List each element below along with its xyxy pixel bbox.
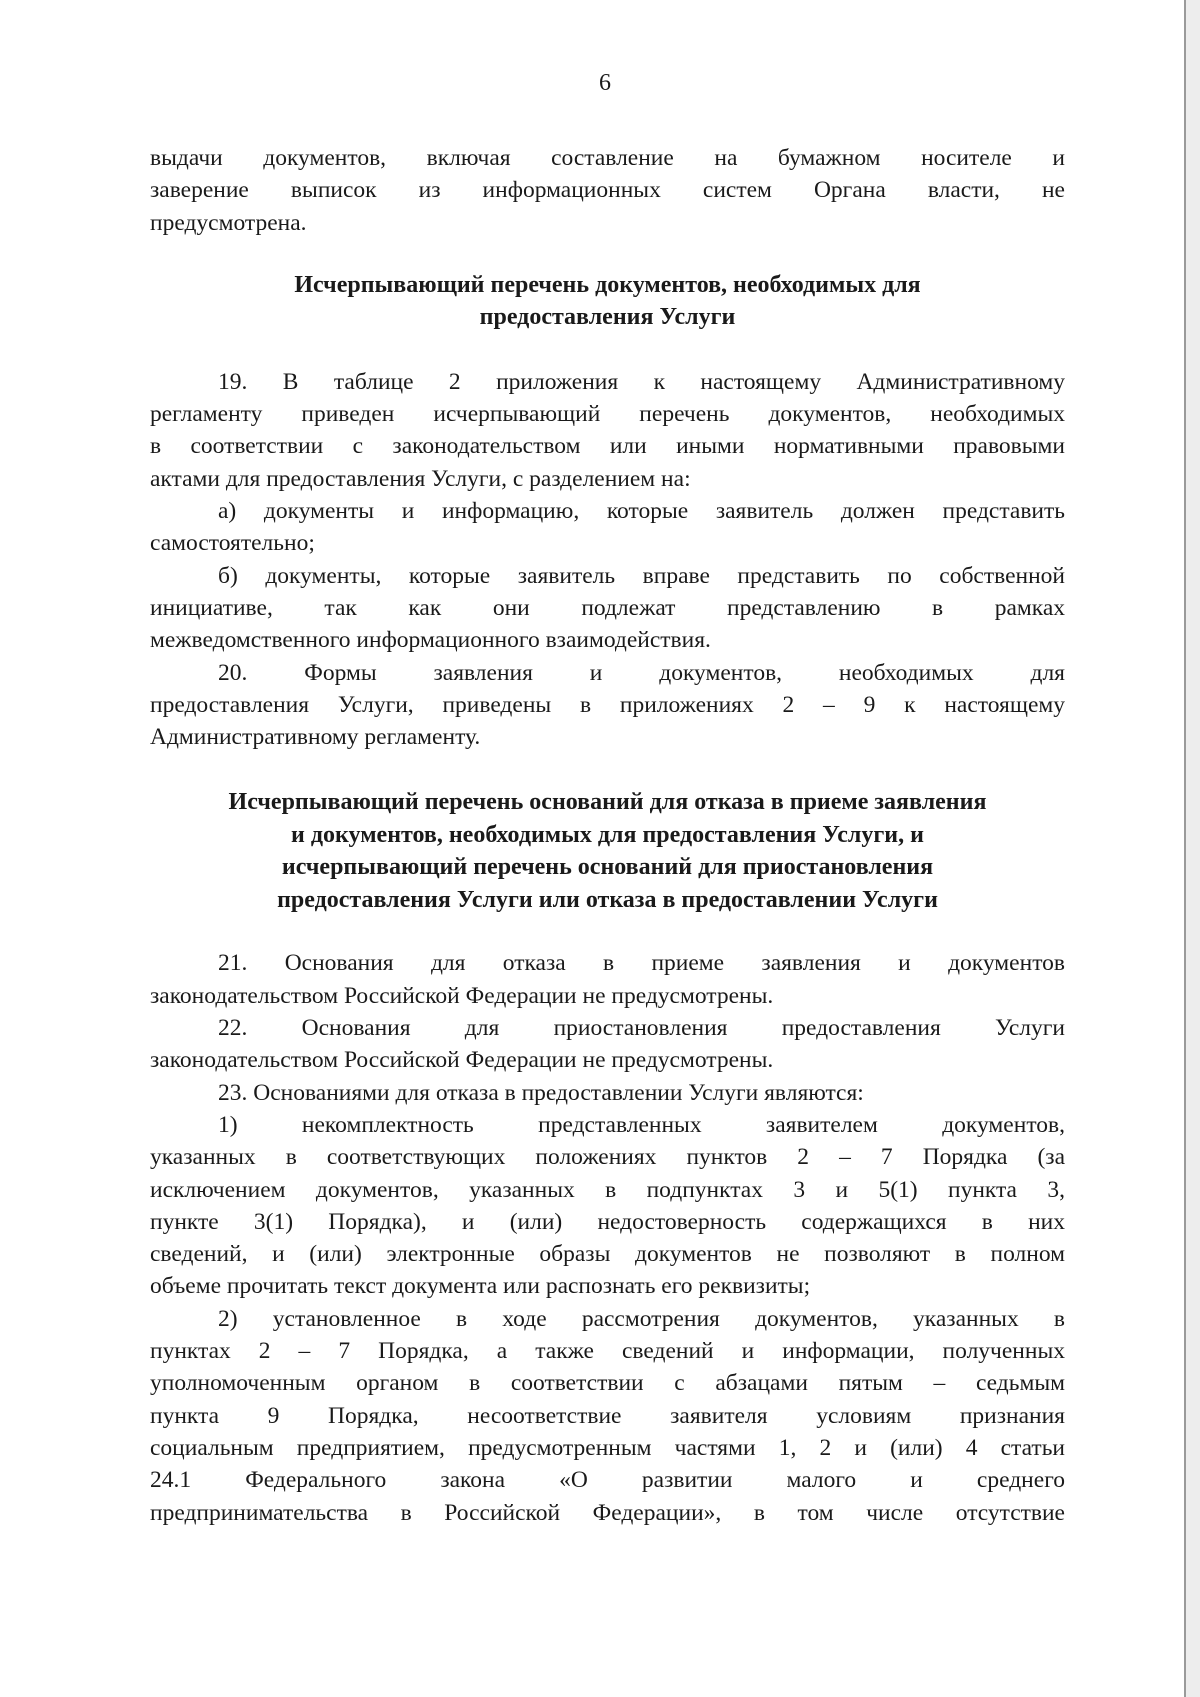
text-line: выдачи документов, включая составление на бумажном носителе и <box>150 145 1065 171</box>
text-line: социальным предприятием, предусмотренным частями 1, 2 и (или) 4 статьи <box>150 1434 1065 1461</box>
text-line: уполномоченным органом в соответствии с абзацами пятым – седьмым <box>150 1370 1065 1397</box>
heading-line: исчерпывающий перечень оснований для приостановления <box>281 854 934 881</box>
paragraph-23-2 <box>150 1303 1065 1529</box>
text-line: актами для предоставления Услуги, с разделением на: <box>150 465 691 492</box>
paragraph-21 <box>150 947 1065 1012</box>
heading-line: предоставления Услуги или отказа в предоставлении Услуги <box>277 886 938 913</box>
text-line: указанных в соответствующих положениях пунктов 2 – 7 Порядка (за <box>150 1144 1065 1171</box>
section-heading-documents <box>150 269 1065 334</box>
heading-line: и документов, необходимых для предоставления Услуги, и <box>291 821 924 848</box>
text-line: предпринимательства в Российской Федерации», в том числе отсутствие <box>150 1499 1065 1526</box>
text-line: заверение выписок из информационных систем Органа власти, не <box>150 177 1065 204</box>
text-line: 19. В таблице 2 приложения к настоящему Административному <box>218 368 1065 395</box>
paragraph-19a <box>150 495 1065 560</box>
text-line: в соответствии с законодательством или иными нормативными правовыми <box>150 433 1065 460</box>
text-line: пункте 3(1) Порядка), и (или) недостоверность содержащихся в них <box>150 1208 1065 1235</box>
intro-paragraph <box>150 142 1065 239</box>
text-line: Административному регламенту. <box>150 724 481 751</box>
text-line: 1) некомплектность представленных заявителем документов, <box>218 1111 1065 1138</box>
paragraph-20 <box>150 657 1065 754</box>
text-line: а) документы и информацию, которые заявитель должен представить <box>218 498 1065 525</box>
text-line: пункта 9 Порядка, несоответствие заявителя условиям признания <box>150 1402 1065 1429</box>
text-line: регламенту приведен исчерпывающий перечень документов, необходимых <box>150 401 1065 428</box>
paragraph-22 <box>150 1012 1065 1077</box>
text-line: 20. Формы заявления и документов, необходимых для <box>218 659 1065 686</box>
paragraph-19b <box>150 560 1065 657</box>
section-heading-refusal-grounds <box>150 786 1065 916</box>
text-line: межведомственного информационного взаимодействия. <box>150 627 711 654</box>
paragraph-23 <box>150 1077 1065 1109</box>
heading-line: Исчерпывающий перечень оснований для отказа в приеме заявления <box>228 789 987 816</box>
text-line: предоставления Услуги, приведены в приложениях 2 – 9 к настоящему <box>150 691 1065 718</box>
text-line: б) документы, которые заявитель вправе представить по собственной <box>218 562 1065 589</box>
text-line: пунктах 2 – 7 Порядка, а также сведений и информации, полученных <box>150 1338 1065 1365</box>
text-line: законодательством Российской Федерации не предусмотрены. <box>150 982 774 1009</box>
heading-line: предоставления Услуги <box>479 304 736 331</box>
paragraph-19 <box>150 366 1065 495</box>
text-line: предусмотрена. <box>150 209 307 236</box>
text-line: объеме прочитать текст документа или распознать его реквизиты; <box>150 1273 811 1300</box>
text-line: 24.1 Федерального закона «О развитии малого и среднего <box>150 1467 1065 1494</box>
text-line: самостоятельно; <box>150 530 315 557</box>
heading-line: Исчерпывающий перечень документов, необходимых для <box>294 271 921 298</box>
text-line: инициативе, так как они подлежат представлению в рамках <box>150 594 1065 621</box>
document-body <box>150 142 1065 1529</box>
paragraph-23-1 <box>150 1109 1065 1303</box>
text-line: 2) установленное в ходе рассмотрения документов, указанных в <box>218 1305 1065 1332</box>
text-line: 21. Основания для отказа в приеме заявления и документов <box>218 950 1065 977</box>
text-line: исключением документов, указанных в подпунктах 3 и 5(1) пункта 3, <box>150 1176 1065 1203</box>
text-line: 23. Основаниями для отказа в предоставлении Услуги являются: <box>218 1079 864 1106</box>
text-line: 22. Основания для приостановления предоставления Услуги <box>218 1015 1065 1042</box>
page-edge <box>1184 0 1200 1697</box>
text-line: законодательством Российской Федерации не предусмотрены. <box>150 1047 774 1074</box>
text-line: сведений, и (или) электронные образы документов не позволяют в полном <box>150 1241 1065 1268</box>
page-number: 6 <box>599 70 611 96</box>
